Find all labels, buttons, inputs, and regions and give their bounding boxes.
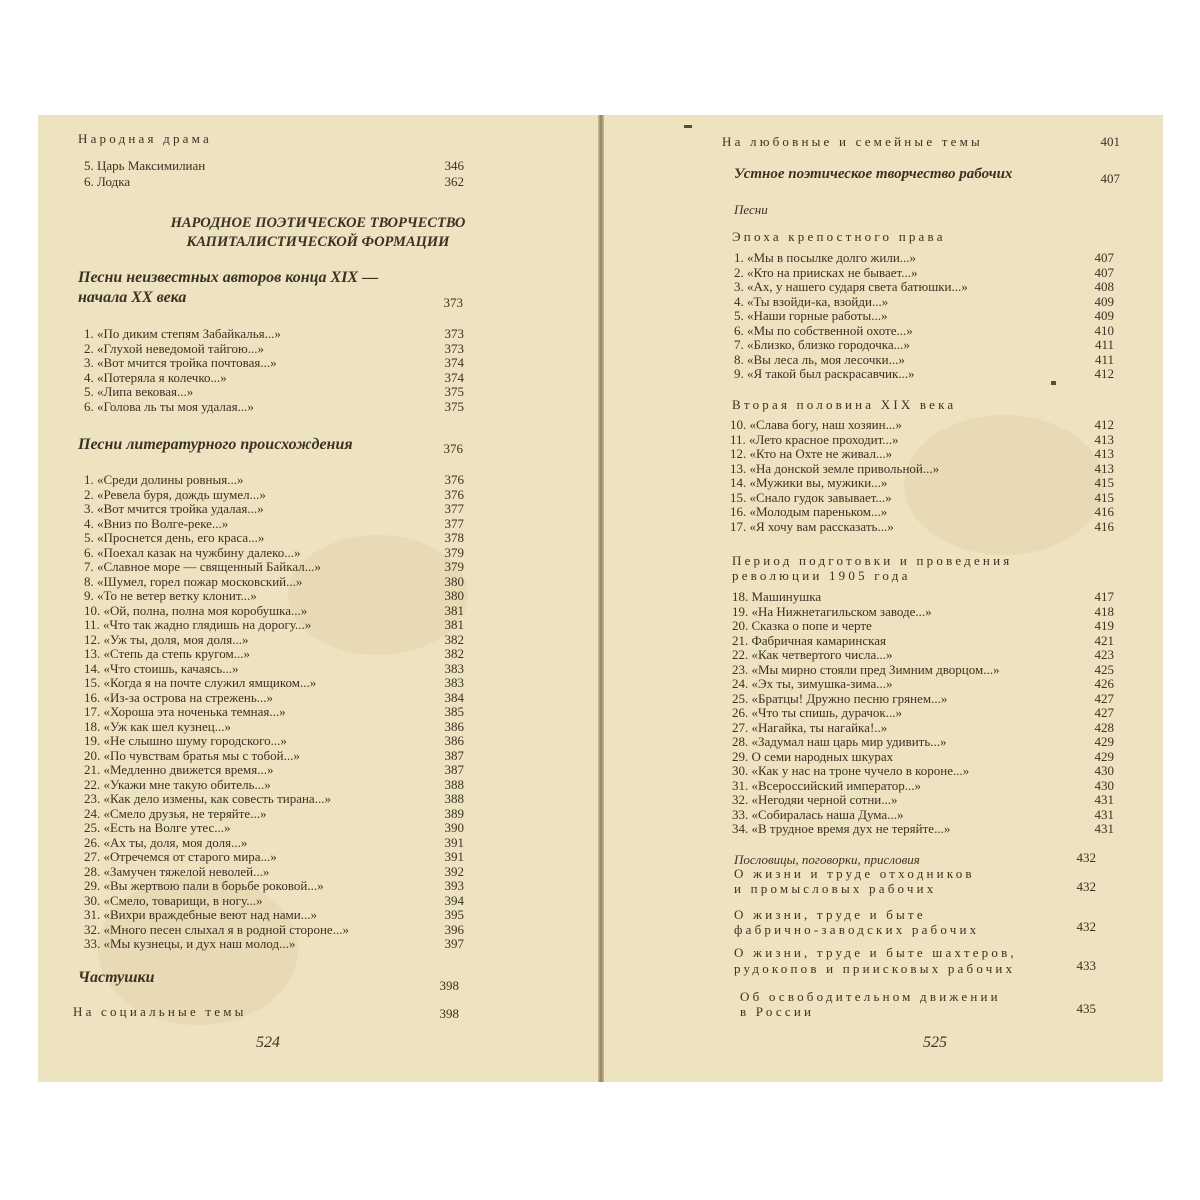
toc-entry-title: 10. «Слава богу, наш хозяин...» bbox=[730, 417, 902, 432]
toc-entry-page: 431 bbox=[1094, 821, 1114, 836]
toc-entry-title: 12. «Кто на Охте не живал...» bbox=[730, 446, 893, 461]
liberation-line1: Об освободительном движении bbox=[740, 989, 1001, 1004]
capitalist-heading-line1: НАРОДНОЕ ПОЭТИЧЕСКОЕ ТВОРЧЕСТВО bbox=[170, 215, 466, 231]
toc-entry-title: 16. «Из-за острова на стрежень...» bbox=[84, 689, 274, 705]
toc-entry-page: 382 bbox=[444, 646, 464, 661]
unknown-authors-page: 373 bbox=[443, 295, 463, 310]
page-number-left: 524 bbox=[256, 1034, 280, 1051]
toc-entry-page: 379 bbox=[444, 544, 464, 560]
toc-entry-title: 9. «Я такой был раскрасавчик...» bbox=[734, 366, 915, 381]
toc-entry-title: 1. «Мы в посылке долго жили...» bbox=[734, 250, 917, 265]
toc-entry-title: 15. «Когда я на почте служил ямщиком...» bbox=[84, 675, 317, 690]
toc-entry-title: 27. «Нагайка, ты нагайка!..» bbox=[732, 719, 888, 735]
toc-entry-page: 425 bbox=[1094, 661, 1114, 677]
toc-entry-title: 30. «Смело, товарищи, в ногу...» bbox=[84, 892, 263, 908]
miners-page: 433 bbox=[1076, 958, 1096, 973]
toc-entry-page: 413 bbox=[1094, 446, 1114, 461]
toc-entry-title: 33. «Мы кузнецы, и дух наш молод...» bbox=[84, 936, 296, 951]
toc-entry-page: 407 bbox=[1094, 264, 1114, 280]
social-themes-page: 398 bbox=[439, 1006, 459, 1021]
toc-entry-page: 392 bbox=[444, 863, 464, 879]
otkhodniki-page: 432 bbox=[1076, 879, 1096, 894]
toc-entry-page: 430 bbox=[1094, 777, 1114, 793]
section-folk-drama: Народная драма bbox=[78, 131, 212, 146]
toc-entry-page: 362 bbox=[444, 174, 464, 189]
love-themes-page: 401 bbox=[1100, 134, 1120, 149]
toc-entry-title: 1. «По диким степям Забайкалья...» bbox=[84, 326, 281, 341]
workers-heading: Устное поэтическое творчество рабочих bbox=[734, 166, 1013, 182]
toc-entry-title: 31. «Вихри враждебные веют над нами...» bbox=[84, 907, 317, 922]
toc-entry-title: 25. «Братцы! Дружно песню грянем...» bbox=[732, 690, 948, 706]
toc-entry-page: 388 bbox=[444, 776, 464, 792]
toc-entry-page: 390 bbox=[444, 820, 464, 835]
toc-entry-page: 430 bbox=[1094, 763, 1114, 778]
toc-entry-title: 28. «Задумал наш царь мир удивить...» bbox=[732, 734, 947, 749]
toc-entry-title: 11. «Что так жадно глядишь на дорогу...» bbox=[84, 617, 312, 632]
toc-entry-title: 23. «Как дело измены, как совесть тирана...» bbox=[84, 791, 331, 806]
toc-entry-page: 431 bbox=[1094, 792, 1114, 807]
toc-entry-page: 411 bbox=[1094, 337, 1114, 352]
proverbs-heading: Пословицы, поговорки, присловия bbox=[734, 852, 920, 867]
toc-entry-page: 382 bbox=[444, 631, 464, 647]
toc-entry-title: 9. «То не ветер ветку клонит...» bbox=[84, 588, 257, 603]
toc-entry-title: 29. «Вы жертвою пали в борьбе роковой...» bbox=[84, 878, 324, 893]
toc-entry-page: 415 bbox=[1094, 489, 1114, 505]
toc-entry-title: 2. «Ревела буря, дождь шумел...» bbox=[84, 486, 266, 502]
toc-entry-page: 383 bbox=[444, 660, 464, 676]
toc-entry-page: 381 bbox=[444, 617, 464, 632]
section-revolution-line2: революции 1905 года bbox=[732, 568, 911, 583]
ink-mark bbox=[684, 125, 692, 128]
toc-entry-title: 18. «Уж как шел кузнец...» bbox=[84, 718, 231, 734]
left-page bbox=[38, 115, 598, 1082]
toc-entry-title: 7. «Близко, близко городочка...» bbox=[734, 337, 910, 352]
factory-workers-line2: фабрично-заводских рабочих bbox=[734, 922, 980, 937]
toc-entry-page: 380 bbox=[444, 573, 464, 589]
toc-entry-page: 412 bbox=[1094, 417, 1114, 432]
toc-entry-title: 22. «Укажи мне такую обитель...» bbox=[84, 776, 271, 792]
toc-entry-title: 11. «Лето красное проходит...» bbox=[730, 431, 899, 447]
toc-entry-page: 408 bbox=[1094, 279, 1114, 294]
toc-entry-title: 20. Сказка о попе и черте bbox=[732, 618, 872, 633]
toc-entry-page: 394 bbox=[444, 892, 464, 908]
workers-page: 407 bbox=[1100, 171, 1120, 186]
toc-entry-title: 23. «Мы мирно стояли пред Зимним дворцом...» bbox=[732, 661, 1000, 677]
toc-entry-title: 32. «Много песен слыхал я в родной стороне...» bbox=[84, 921, 349, 937]
toc-entry-page: 397 bbox=[444, 936, 464, 951]
toc-entry-title: 20. «По чувствам братья мы с тобой...» bbox=[84, 747, 300, 763]
toc-entry-page: 413 bbox=[1094, 460, 1114, 476]
toc-entry-page: 426 bbox=[1094, 676, 1114, 691]
toc-entry-page: 416 bbox=[1094, 504, 1114, 519]
toc-entry-page: 411 bbox=[1094, 351, 1114, 367]
toc-entry-page: 387 bbox=[444, 762, 464, 777]
toc-entry-title: 4. «Вниз по Волге-реке...» bbox=[84, 515, 229, 531]
toc-entry-title: 29. О семи народных шкурах bbox=[732, 748, 894, 764]
toc-entry-title: 31. «Всероссийский император...» bbox=[732, 777, 922, 793]
toc-entry-title: 10. «Ой, полна, полна моя коробушка...» bbox=[84, 602, 308, 618]
toc-entry-page: 378 bbox=[444, 530, 464, 545]
literary-origin-heading: Песни литературного происхождения bbox=[78, 436, 353, 453]
toc-entry-page: 387 bbox=[444, 747, 464, 763]
toc-entry-page: 416 bbox=[1094, 518, 1114, 534]
toc-entry-page: 346 bbox=[444, 158, 464, 173]
toc-entry-title: 5. Царь Максимилиан bbox=[84, 158, 206, 173]
toc-entry-page: 374 bbox=[444, 355, 464, 370]
toc-entry-title: 33. «Собиралась наша Дума...» bbox=[732, 806, 904, 822]
toc-entry-title: 21. Фабричная камаринская bbox=[732, 632, 886, 648]
toc-entry-title: 24. «Эх ты, зимушка-зима...» bbox=[732, 676, 893, 691]
miners-line1: О жизни, труде и быте шахтеров, bbox=[734, 945, 1017, 960]
section-revolution-line1: Период подготовки и проведения bbox=[732, 553, 1013, 568]
toc-entry-page: 428 bbox=[1094, 719, 1114, 735]
toc-entry-page: 374 bbox=[444, 369, 464, 385]
toc-entry-title: 6. «Голова ль ты моя удалая...» bbox=[84, 398, 254, 414]
toc-entry-page: 384 bbox=[444, 689, 464, 705]
unknown-authors-heading-line1: Песни неизвестных авторов конца XIX — bbox=[78, 269, 379, 286]
toc-entry-title: 4. «Потеряла я колечко...» bbox=[84, 369, 227, 385]
toc-entry-page: 391 bbox=[444, 834, 464, 850]
book-spread bbox=[38, 115, 1163, 1082]
toc-entry-title: 19. «Не слышно шуму городского...» bbox=[84, 733, 287, 748]
toc-entry-page: 427 bbox=[1094, 690, 1114, 706]
unknown-authors-heading-line2: начала XX века bbox=[78, 289, 187, 306]
toc-entry-title: 14. «Мужики вы, мужики...» bbox=[730, 475, 888, 490]
toc-entry-page: 410 bbox=[1094, 322, 1114, 338]
otkhodniki-line1: О жизни и труде отходников bbox=[734, 866, 975, 881]
literary-origin-page: 376 bbox=[443, 441, 463, 456]
section-love-themes: На любовные и семейные темы bbox=[722, 134, 983, 149]
toc-entry-page: 409 bbox=[1094, 308, 1114, 323]
toc-entry-page: 386 bbox=[444, 718, 464, 734]
toc-entry-title: 13. «На донской земле привольной...» bbox=[730, 460, 940, 476]
toc-entry-title: 27. «Отречемся от старого мира...» bbox=[84, 849, 277, 864]
toc-entry-page: 419 bbox=[1094, 618, 1114, 633]
toc-entry-title: 24. «Смело друзья, не теряйте...» bbox=[84, 805, 267, 821]
toc-entry-title: 17. «Хороша эта ноченька темная...» bbox=[84, 704, 286, 719]
toc-entry-page: 429 bbox=[1094, 748, 1114, 764]
toc-entry-page: 375 bbox=[444, 398, 464, 414]
toc-entry-page: 417 bbox=[1094, 589, 1114, 604]
proverbs-page: 432 bbox=[1076, 850, 1096, 865]
toc-entry-title: 13. «Степь да степь кругом...» bbox=[84, 646, 250, 661]
liberation-line2: в России bbox=[740, 1004, 815, 1019]
toc-entry-title: 8. «Вы леса ль, моя лесочки...» bbox=[734, 351, 905, 367]
toc-entry-page: 421 bbox=[1094, 632, 1114, 648]
section-second-half-19c: Вторая половина XIX века bbox=[732, 397, 957, 412]
toc-entry-title: 12. «Уж ты, доля, моя доля...» bbox=[84, 631, 249, 647]
toc-entry-title: 34. «В трудное время дух не теряйте...» bbox=[732, 821, 951, 836]
toc-entry-page: 375 bbox=[444, 384, 464, 399]
factory-workers-line1: О жизни, труде и быте bbox=[734, 907, 926, 922]
toc-entry-page: 412 bbox=[1094, 366, 1114, 381]
toc-entry-title: 3. «Ах, у нашего сударя света батюшки...» bbox=[734, 279, 968, 294]
factory-workers-page: 432 bbox=[1076, 919, 1096, 934]
toc-entry-page: 389 bbox=[444, 805, 464, 821]
toc-entry-title: 14. «Что стоишь, качаясь...» bbox=[84, 660, 239, 676]
ink-mark bbox=[1051, 381, 1056, 385]
toc-entry-page: 377 bbox=[444, 501, 464, 516]
liberation-page: 435 bbox=[1076, 1001, 1096, 1016]
toc-entry-title: 2. «Глухой неведомой тайгою...» bbox=[84, 340, 264, 356]
toc-entry-page: 380 bbox=[444, 588, 464, 603]
toc-entry-page: 381 bbox=[444, 602, 464, 618]
toc-entry-title: 16. «Молодым пареньком...» bbox=[730, 504, 888, 519]
toc-entry-title: 2. «Кто на приисках не бывает...» bbox=[734, 264, 918, 280]
toc-entry-page: 413 bbox=[1094, 431, 1114, 447]
toc-entry-title: 30. «Как у нас на троне чучело в короне...» bbox=[732, 763, 970, 778]
toc-entry-title: 6. Лодка bbox=[84, 174, 131, 189]
toc-entry-page: 409 bbox=[1094, 293, 1114, 309]
toc-entry-title: 5. «Липа вековая...» bbox=[84, 384, 194, 399]
section-social-themes: На социальные темы bbox=[73, 1004, 247, 1019]
toc-entry-title: 4. «Ты взойди-ка, взойди...» bbox=[734, 293, 889, 309]
toc-entry-title: 6. «Мы по собственной охоте...» bbox=[734, 322, 913, 338]
toc-entry-title: 26. «Ах ты, доля, моя доля...» bbox=[84, 834, 248, 850]
toc-entry-page: 418 bbox=[1094, 603, 1114, 619]
toc-entry-title: 5. «Проснется день, его краса...» bbox=[84, 530, 265, 545]
toc-entry-page: 415 bbox=[1094, 475, 1114, 490]
songs-subheading: Песни bbox=[734, 202, 768, 217]
capitalist-heading-line2: КАПИТАЛИСТИЧЕСКОЙ ФОРМАЦИИ bbox=[186, 234, 450, 250]
toc-entry-page: 373 bbox=[444, 340, 464, 356]
toc-entry-title: 26. «Что ты спишь, дурачок...» bbox=[732, 705, 902, 720]
toc-entry-page: 377 bbox=[444, 515, 464, 531]
toc-entry-page: 376 bbox=[444, 472, 464, 487]
toc-entry-title: 32. «Негодяи черной сотни...» bbox=[732, 792, 898, 807]
toc-entry-page: 383 bbox=[444, 675, 464, 690]
toc-entry-title: 7. «Славное море — священный Байкал...» bbox=[84, 559, 321, 574]
toc-entry-page: 379 bbox=[444, 559, 464, 574]
section-serfdom: Эпоха крепостного права bbox=[732, 229, 946, 244]
toc-entry-title: 17. «Я хочу вам рассказать...» bbox=[730, 518, 894, 534]
right-page bbox=[604, 115, 1163, 1082]
toc-entry-title: 1. «Среди долины ровныя...» bbox=[84, 472, 244, 487]
toc-entry-page: 431 bbox=[1094, 806, 1114, 822]
toc-entry-title: 15. «Снало гудок завывает...» bbox=[730, 489, 892, 505]
toc-entry-page: 385 bbox=[444, 704, 464, 719]
toc-entry-page: 429 bbox=[1094, 734, 1114, 749]
toc-entry-page: 395 bbox=[444, 907, 464, 922]
toc-entry-page: 386 bbox=[444, 733, 464, 748]
chastushki-heading: Частушки bbox=[78, 969, 155, 986]
toc-entry-title: 22. «Как четвертого числа...» bbox=[732, 647, 893, 662]
toc-entry-title: 8. «Шумел, горел пожар московский...» bbox=[84, 573, 303, 589]
toc-entry-title: 28. «Замучен тяжелой неволей...» bbox=[84, 863, 270, 879]
toc-entry-page: 373 bbox=[444, 326, 464, 341]
chastushki-page: 398 bbox=[439, 978, 459, 993]
toc-entry-title: 5. «Наши горные работы...» bbox=[734, 308, 888, 323]
toc-entry-title: 3. «Вот мчится тройка почтовая...» bbox=[84, 355, 277, 370]
page-number-right: 525 bbox=[923, 1034, 947, 1051]
miners-line2: рудокопов и приисковых рабочих bbox=[734, 961, 1016, 976]
toc-entry-page: 407 bbox=[1094, 250, 1114, 265]
toc-entry-page: 388 bbox=[444, 791, 464, 806]
toc-entry-title: 19. «На Нижнетагильском заводе...» bbox=[732, 603, 932, 619]
toc-entry-page: 423 bbox=[1094, 647, 1114, 662]
toc-entry-title: 25. «Есть на Волге утес...» bbox=[84, 820, 231, 835]
toc-entry-title: 6. «Поехал казак на чужбину далеко...» bbox=[84, 544, 301, 560]
toc-entry-page: 391 bbox=[444, 849, 464, 864]
toc-entry-page: 396 bbox=[444, 921, 464, 937]
toc-entry-page: 427 bbox=[1094, 705, 1114, 720]
toc-entry-title: 3. «Вот мчится тройка удалая...» bbox=[84, 501, 264, 516]
toc-entry-title: 21. «Медленно движется время...» bbox=[84, 762, 274, 777]
otkhodniki-line2: и промысловых рабочих bbox=[734, 881, 937, 896]
toc-entry-page: 376 bbox=[444, 486, 464, 502]
toc-entry-title: 18. Машинушка bbox=[732, 589, 822, 604]
toc-entry-page: 393 bbox=[444, 878, 464, 893]
